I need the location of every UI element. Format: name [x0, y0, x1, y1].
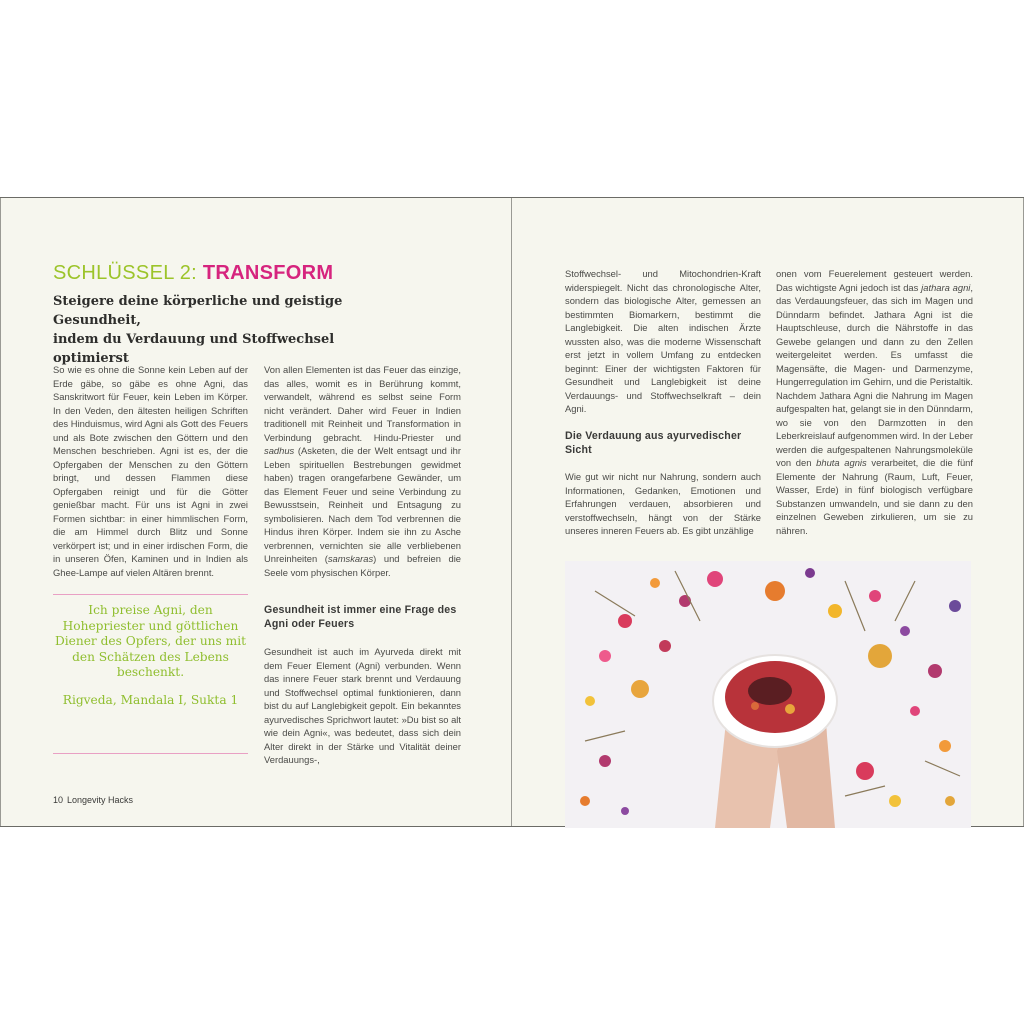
quote-divider-bottom [53, 753, 248, 754]
jathara-text-b: , das Verdauungsfeuer, das sich im Magen und Dünndarm befindet. Jathara Agni ist die Hauptschleuse, durch die Nährstoffe in das Gewebe gelangen und dann zu den Zellen weitergeleitet werden. Es umfasst die Magensäfte, die Magen- und Darmenzyme, Hungerregulation im Gehirn, und die Peristaltik. Nachdem Jathara Agni die Nahrung im Magen aufgespalten hat, gelangt sie in den Dünndarm, wo sie von den Darmzotten in den Leberkreislauf aufgenommen wird. In der Leber werden die aufgespaltenen Nahrungsmoleküle von den [776, 281, 974, 468]
text-column-3-lower [565, 470, 761, 538]
section-heading-health: Gesundheit ist immer eine Frage des Agni oder Feuers [264, 604, 457, 630]
jathara-text-a: onen vom Feuerelement gesteuert werden. Das wichtigste Agni jedoch ist das [776, 268, 973, 293]
quote-divider-top [53, 594, 248, 595]
subtitle-line-2: indem du Verdauung und Stoffwechsel optimierst [53, 332, 335, 366]
book-spread [0, 197, 1024, 827]
fire-text-c: ) und befreien die Seele vom physischen Körper. [264, 553, 461, 578]
text-column-4 [776, 267, 973, 537]
tea-cup [713, 655, 837, 747]
tea-cup-illustration [565, 561, 971, 828]
fire-text-a: Von allen Elementen ist das Feuer das einzige, das alles, womit es in Berührung kommt, verwandelt, während es selbst seine Form nicht verändert. Daher wird Feuer in Indien traditionell mit Reinheit und Transformation in Verbindung gebracht. Hindu-Priester und [264, 364, 461, 443]
fire-text-b: (Asketen, die der Welt entsagt und ihr Leben spirituellen Bestrebungen gewidmet haben) tragen orangefarbene Gewänder, um das Element Feuer und seine Verbindung zu Bewusstsein, Reinheit und Entsagung zu symbolisieren. Nach dem Tod verbrennen die Hindus ihren Körper. Indem sie ihn zu Asche verbrennen, vernichten sie alle verbliebenen Unreinheiten ( [264, 445, 461, 564]
book-gutter [511, 198, 512, 826]
digestion-paragraph: Wie gut wir nicht nur Nahrung, sondern auch Informationen, Gedanken, Emotionen und Erfahrungen verdauen, absorbieren und verstoffwechseln, hängt von der Stärke unseres inneren Feuers ab. Es gibt unzählige [565, 471, 761, 536]
biomarker-paragraph: Stoffwechsel- und Mitochondrien-Kraft widerspiegelt. Nicht das chronologische Alter, sondern das biologische Alter, gemessen an bestimmten Biomarkern, bestimmt die Langlebigkeit. Die alten indischen Ärzte wussten also, was die moderne Wissenschaft erst jetzt in vollem Umfang zu entdecken beginnt: Einer der wichtigsten Faktoren für Gesundheit und Langlebigkeit ist deine Verdauungs- und Stoffwechselkraft – dein Agni. [565, 268, 761, 414]
chapter-heading [53, 262, 333, 285]
jathara-text-c: verarbeitet, die die fünf Elemente der Nahrung (Raum, Luft, Feuer, Wasser, Erde) in fünf biologisch verfügbare Substanzen umwandeln, und sie dann zu den einzelnen Geweben zirkulieren, um sie zu nähren. [776, 457, 973, 536]
term-jathara-agni: jathara agni [921, 281, 971, 293]
fire-term-samskaras: samskaras [327, 553, 374, 564]
section-heading-digestion: Die Verdauung aus ayurvedischer Sicht [565, 430, 742, 456]
pull-quote [53, 603, 248, 708]
term-bhuta-agnis: bhuta agnis [816, 457, 867, 468]
chapter-key: SCHLÜSSEL 2: [53, 262, 198, 284]
jathara-paragraph [776, 267, 973, 537]
quote-text: Ich preise Agni, den Hohepriester und göttlichen Diener des Opfers, der uns mit den Schätzen des Lebens beschenkt. [54, 603, 247, 679]
page-edge-left [0, 198, 1, 826]
text-column-3 [565, 267, 761, 416]
subtitle-line-1: Steigere deine körperliche und geistige Gesundheit, [53, 294, 343, 328]
intro-paragraph: So wie es ohne die Sonne kein Leben auf der Erde gäbe, so gäbe es ohne Agni, das Sanskritwort für Feuer, kein Leben im Körper. In den Veden, den ältesten heiligen Schriften des Hinduismus, wird Agni als Gott des Feuers und als Bote zwischen den Göttern und den Menschen beschrieben. Agni ist es, der die Opfergaben der Menschen zu den Göttern bringt, und dessen Flammen diese Opfergaben reinigt und für die Götter genießbar macht. Für uns ist Agni in zwei Formen sichtbar: in einer himmlischen Form, die am Himmel durch Blitz und Sonne verkörpert ist; und in einer irdischen Form, die in unseren Öfen, Kaminen und in Indien als Ghee-Lampe auf vielen Altären brennt. [53, 364, 248, 578]
text-column-2-lower [264, 645, 461, 767]
fire-term-sadhus: sadhus [264, 445, 295, 456]
tea-cup-photo [565, 561, 971, 828]
chapter-subtitle [53, 292, 413, 368]
fire-paragraph [264, 363, 461, 579]
text-column-2 [264, 363, 461, 579]
page-number: 10 [53, 795, 64, 805]
quote-source: Rigveda, Mandala I, Sukta 1 [62, 692, 239, 707]
page-footer [53, 795, 133, 805]
text-column-1 [53, 363, 248, 579]
running-title: Longevity Hacks [67, 795, 134, 805]
health-paragraph: Gesundheit ist auch im Ayurveda direkt mit dem Feuer Element (Agni) verbunden. Wenn das innere Feuer stark brennt und Verdauung und Stoffwechsel optimal funktionieren, dann bist du auf Langlebigkeit gepolt. Ein bekanntes ayurvedisches Sprichwort lautet: »Du bist so alt wie dein Agni«, was bedeutet, dass sich dein Alter direkt in der Stärke und Vitalität deiner Verdauungs-, [264, 646, 461, 765]
chapter-title: TRANSFORM [202, 262, 334, 284]
